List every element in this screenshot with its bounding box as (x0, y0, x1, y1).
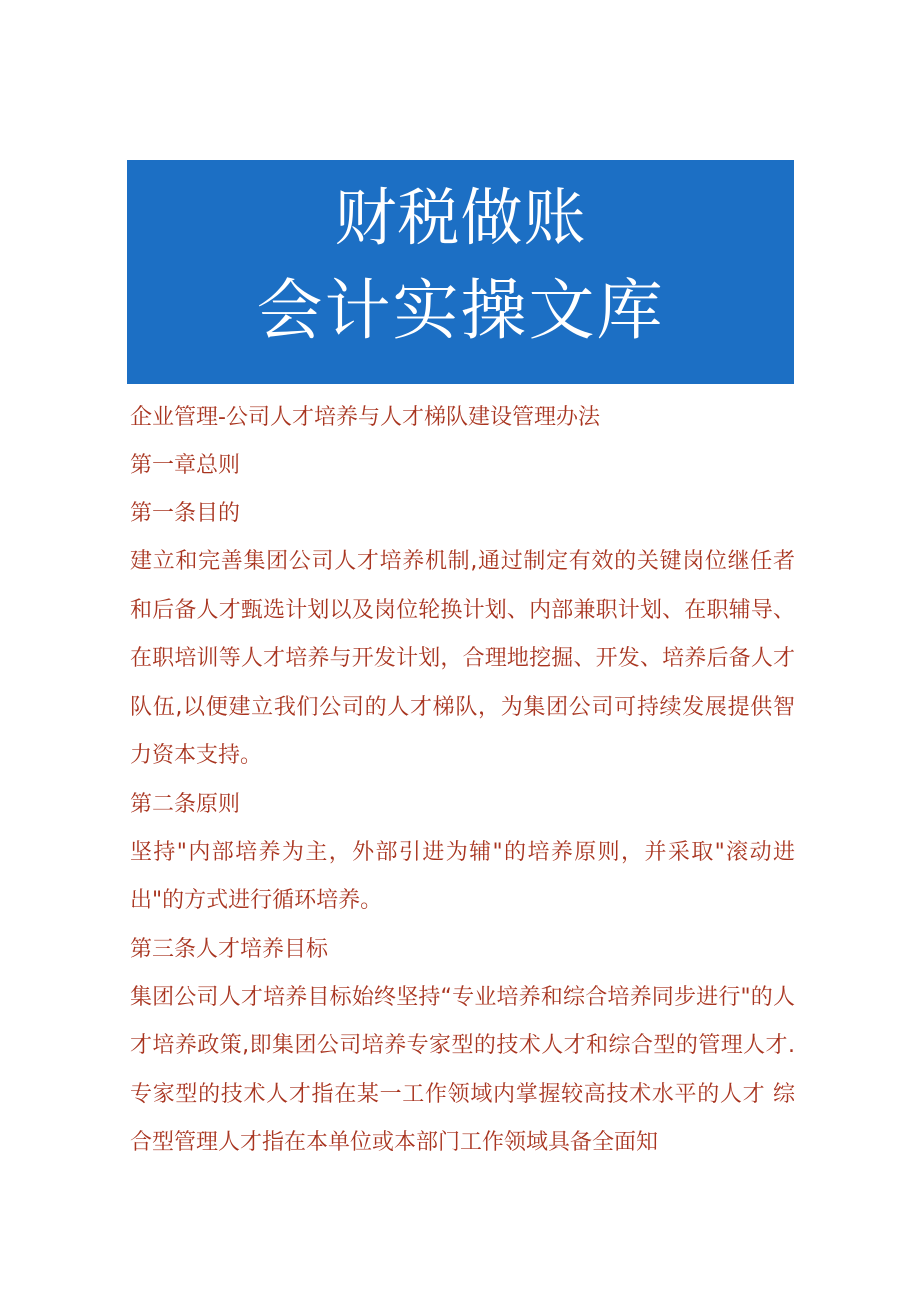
article-3-body: 集团公司人才培养目标始终坚持“专业培养和综合培养同步进行"的人才培养政策,即集团公司培养专家型的技术人才和综合型的管理人才.专家型的技术人才指在某一工作领域内掌握较高技术水平的人才 综合型管理人才指在本单位或本部门工作领域具备全面知 (130, 984, 795, 1155)
article-2-body: 坚持"内部培养为主，外部引进为辅"的培养原则，并采取"滚动进 出"的方式进行循环培养。 (130, 839, 795, 913)
article-1-body: 建立和完善集团公司人才培养机制,通过制定有效的关键岗位继任者和后备人才甄选计划以及岗位轮换计划、内部兼职计划、在职辅导、在职培训等人才培养与开发计划，合理地挖掘、开发、培养后备人才队伍,以便建立我们公司的人才梯队，为集团公司可持续发展提供智力资本支持。 (130, 549, 795, 768)
banner-title: 财税做账 (334, 181, 587, 254)
header-banner (127, 160, 794, 384)
article-3-heading: 第三条人才培养目标 (130, 936, 329, 962)
document-body (130, 394, 795, 1168)
chapter-heading: 第一章总则 (130, 453, 241, 478)
document-title: 企业管理-公司人才培养与人才梯队建设管理办法 (130, 405, 600, 430)
article-1-heading: 第一条目的 (130, 501, 241, 526)
banner-subtitle: 会计实操文库 (256, 272, 665, 349)
article-2-heading: 第二条原则 (130, 791, 241, 817)
